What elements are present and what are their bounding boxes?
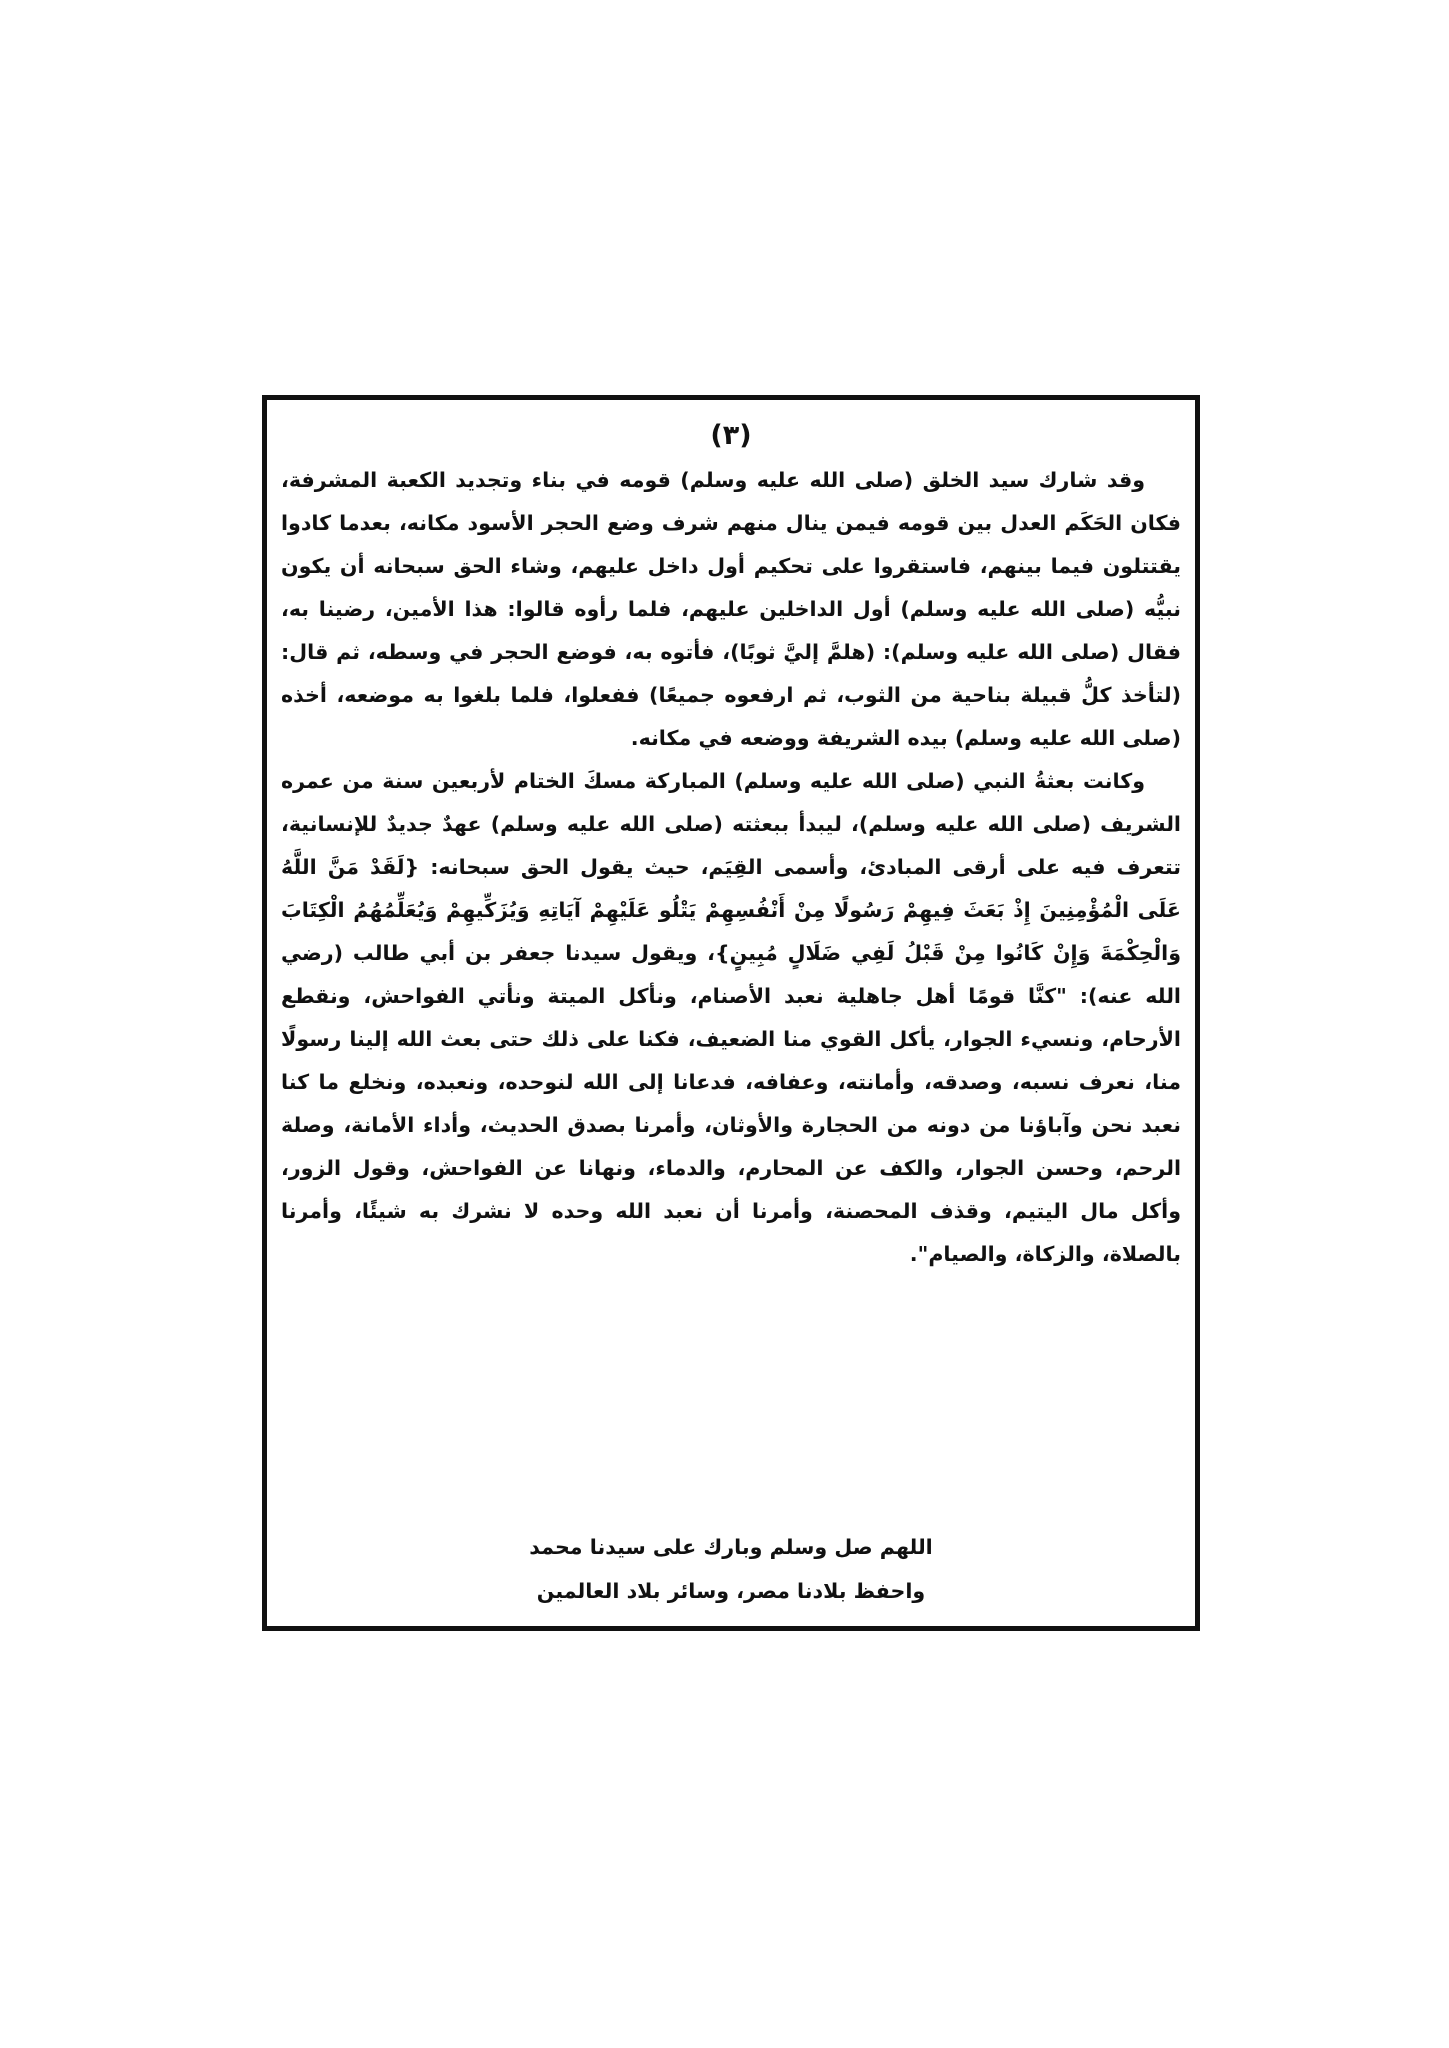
closing-line-protection: واحفظ بلادنا مصر، وسائر بلاد العالمين <box>536 1579 926 1603</box>
paragraph-prophetic-mission: وكانت بعثةُ النبي (صلى الله عليه وسلم) المباركة مسكَ الختام لأربعين سنة من عمره الشريف (صلى الله عليه وسلم)، ليبدأ ببعثته (صلى الله عليه وسلم) عهدٌ جديدٌ للإنسانية، تتعرف فيه على أرقى المبادئ، وأسمى القِيَم، حيث يقول الحق سبحانه: {لَقَدْ مَنَّ اللَّهُ عَلَى الْمُؤْمِنِينَ إِذْ بَعَثَ فِيهِمْ رَسُولًا مِنْ أَنْفُسِهِمْ يَتْلُو عَلَيْهِمْ آيَاتِهِ وَيُزَكِّيهِمْ وَيُعَلِّمُهُمُ الْكِتَابَ وَالْحِكْمَةَ وَإِنْ كَانُوا مِنْ قَبْلُ لَفِي ضَلَالٍ مُبِينٍ}، ويقول سيدنا جعفر بن أبي طالب (رضي الله عنه): "كنَّا قومًا أهل جاهلية نعبد الأصنام، ونأكل الميتة ونأتي الفواحش، ونقطع الأرحام، ونسيء الجوار، يأكل القوي منا الضعيف، فكنا على ذلك حتى بعث الله إلينا رسولًا منا، نعرف نسبه، وصدقه، وأمانته، وعفافه، فدعانا إلى الله لنوحده، ونعبده، ونخلع ما كنا نعبد نحن وآباؤنا من دونه من الحجارة والأوثان، وأمرنا بصدق الحديث، وأداء الأمانة، وصلة الرحم، وحسن الجوار، والكف عن المحارم، والدماء، ونهانا عن الفواحش، وقول الزور، وأكل مال اليتيم، وقذف المحصنة، وأمرنا أن نعبد الله وحده لا نشرك به شيئًا، وأمرنا بالصلاة، والزكاة، والصيام". <box>281 769 1181 1266</box>
page-frame <box>262 395 1200 1631</box>
closing-supplication <box>267 1525 1195 1613</box>
closing-line-prayer: اللهم صل وسلم وبارك على سيدنا محمد <box>529 1535 933 1559</box>
document-body <box>281 459 1181 1276</box>
page-number: (٣) <box>710 420 752 451</box>
paragraph-kaaba-rebuilding: وقد شارك سيد الخلق (صلى الله عليه وسلم) قومه في بناء وتجديد الكعبة المشرفة، فكان الحَكَم العدل بين قومه فيمن ينال منهم شرف وضع الحجر الأسود مكانه، بعدما كادوا يقتتلون فيما بينهم، فاستقروا على تحكيم أول داخل عليهم، وشاء الحق سبحانه أن يكون نبيُّه (صلى الله عليه وسلم) أول الداخلين عليهم، فلما رأوه قالوا: هذا الأمين، رضينا به، فقال (صلى الله عليه وسلم): (هلمَّ إليَّ ثوبًا)، فأتوه به، فوضع الحجر في وسطه، ثم قال: (لتأخذ كلُّ قبيلة بناحية من الثوب، ثم ارفعوه جميعًا) ففعلوا، فلما بلغوا به موضعه، أخذه (صلى الله عليه وسلم) بيده الشريفة ووضعه في مكانه. <box>281 468 1181 750</box>
